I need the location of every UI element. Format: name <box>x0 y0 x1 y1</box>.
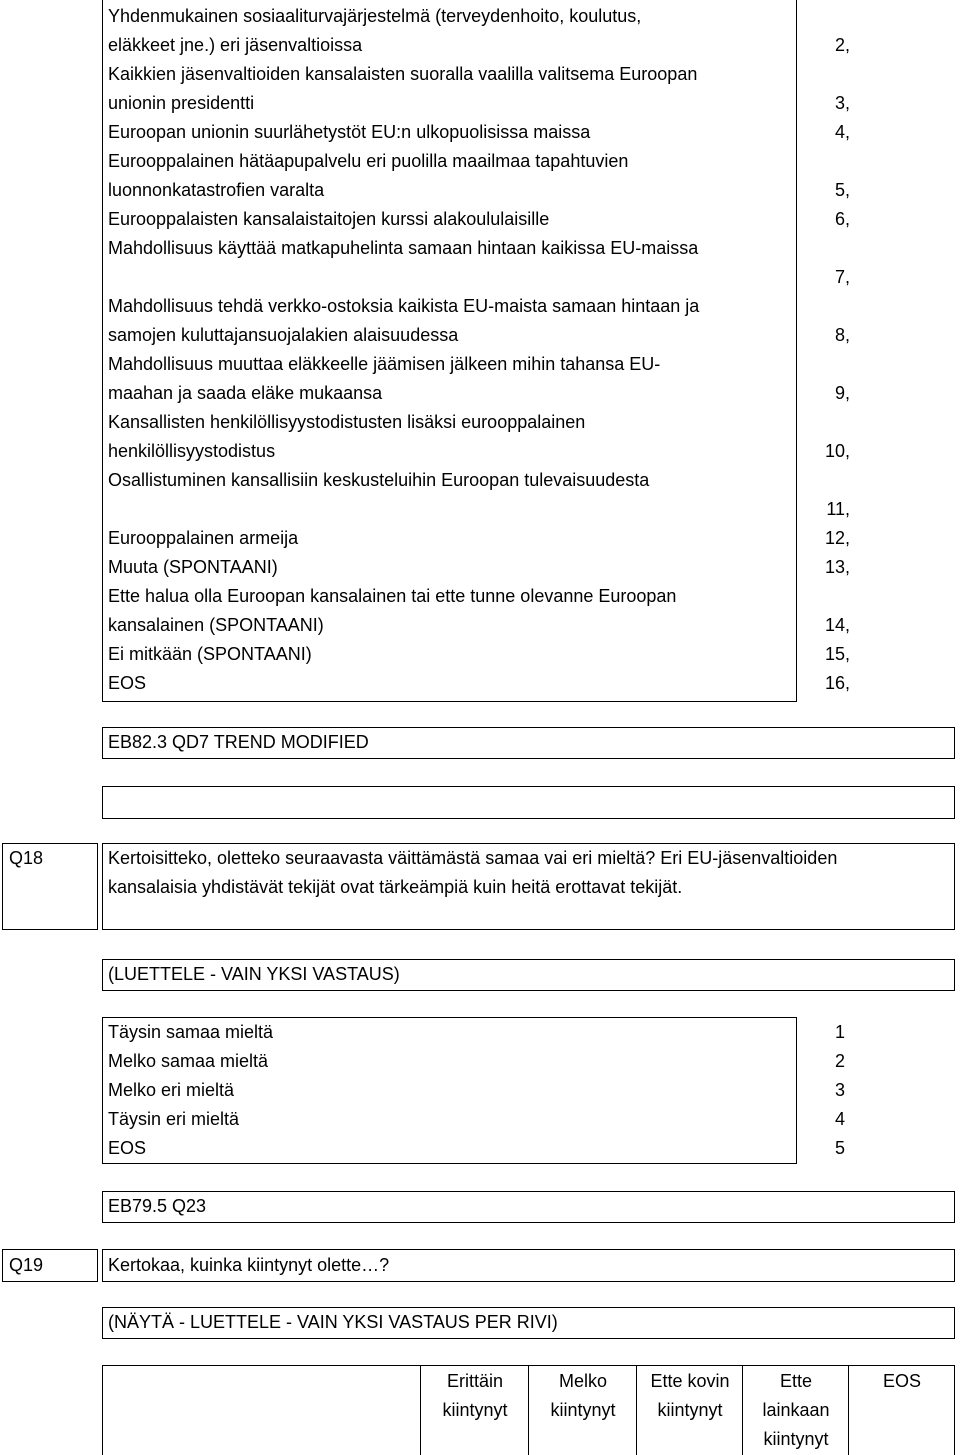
q18-question-line-2: kansalaisia yhdistävät tekijät ovat tärkeämpiä kuin heitä erottavat tekijät. <box>108 877 683 897</box>
list-item-code: 6, <box>834 209 850 229</box>
empty-box <box>102 786 955 819</box>
list-item-text: Kaikkien jäsenvaltioiden kansalaisten suoralla vaalilla valitsema Euroopan <box>108 64 698 84</box>
q19-question: Kertokaa, kuinka kiintynyt olette…? <box>108 1255 390 1275</box>
list-item-code: 2, <box>834 35 850 55</box>
list-item-code: 15, <box>824 644 850 664</box>
source-label-1: EB82.3 QD7 TREND MODIFIED <box>108 732 369 752</box>
list-item-code: 12, <box>824 528 850 548</box>
source-box-2 <box>102 1191 955 1223</box>
source-label-2: EB79.5 Q23 <box>108 1196 207 1216</box>
list-item-text: Euroopan unionin suurlähetystöt EU:n ulkopuolisissa maissa <box>108 122 591 142</box>
list-item-text: Ette halua olla Euroopan kansalainen tai ette tunne olevanne Euroopan <box>108 586 677 606</box>
q18-option-label: Täysin samaa mieltä <box>108 1022 274 1042</box>
list-item-text: Kansallisten henkilöllisyystodistusten lisäksi eurooppalainen <box>108 412 586 432</box>
q18-question-line-1: Kertoisitteko, oletteko seuraavasta väittämästä samaa vai eri mieltä? Eri EU-jäsenvaltioiden <box>108 848 838 868</box>
q18-option-code: 3 <box>834 1080 845 1100</box>
q19-column-header-text: EOS <box>882 1371 921 1391</box>
q19-column-header-text: kiintynyt <box>657 1400 723 1420</box>
list-item-code: 4, <box>834 122 850 142</box>
list-item-text: Eurooppalainen hätäapupalvelu eri puolilla maailmaa tapahtuvien <box>108 151 629 171</box>
q19-column-header-text: kiintynyt <box>763 1429 829 1449</box>
q18-option-code: 1 <box>834 1022 845 1042</box>
list-item-code: 11, <box>826 499 850 519</box>
q19-column-header-text: lainkaan <box>762 1400 830 1420</box>
list-item-code: 14, <box>824 615 850 635</box>
q19-column-header-text: kiintynyt <box>442 1400 508 1420</box>
list-item-text: Eurooppalaisten kansalaistaitojen kurssi alakoululaisille <box>108 209 550 229</box>
q19-column-header-text: kiintynyt <box>550 1400 616 1420</box>
q19-column-header-text: Ette kovin <box>650 1371 730 1391</box>
q18-option-code: 2 <box>834 1051 845 1071</box>
list-item-text: henkilöllisyystodistus <box>108 441 276 461</box>
list-item-text: Mahdollisuus muuttaa eläkkeelle jäämisen jälkeen mihin tahansa EU- <box>108 354 661 374</box>
list-item-text: Yhdenmukainen sosiaaliturvajärjestelmä (terveydenhoito, koulutus, <box>108 6 642 26</box>
list-item-text: eläkkeet jne.) eri jäsenvaltioissa <box>108 35 363 55</box>
list-item-text: Ei mitkään (SPONTAANI) <box>108 644 312 664</box>
list-item-code: 9, <box>834 383 850 403</box>
list-item-text: samojen kuluttajansuojalakien alaisuudessa <box>108 325 459 345</box>
q18-option-code: 5 <box>834 1138 845 1158</box>
list-item-text: Mahdollisuus tehdä verkko-ostoksia kaikista EU-maista samaan hintaan ja <box>108 296 700 316</box>
list-item-text: Eurooppalainen armeija <box>108 528 299 548</box>
q19-label: Q19 <box>9 1255 44 1275</box>
list-item-code: 8, <box>834 325 850 345</box>
list-item-code: 5, <box>834 180 850 200</box>
list-item-text: EOS <box>108 673 147 693</box>
q18-option-label: Melko eri mieltä <box>108 1080 235 1100</box>
list-item-text: maahan ja saada eläke mukaansa <box>108 383 383 403</box>
q19-grid-row-label-cell <box>102 1365 421 1455</box>
q18-option-label: EOS <box>108 1138 147 1158</box>
q18-option-label: Melko samaa mieltä <box>108 1051 269 1071</box>
list-item-text: Mahdollisuus käyttää matkapuhelinta samaan hintaan kaikissa EU-maissa <box>108 238 699 258</box>
list-item-code: 10, <box>824 441 850 461</box>
q19-column-header-text: Ette <box>779 1371 813 1391</box>
list-item-text: Osallistuminen kansallisiin keskusteluihin Euroopan tulevaisuudesta <box>108 470 650 490</box>
list-item-text: Muuta (SPONTAANI) <box>108 557 278 577</box>
q19-column-header-text: Erittäin <box>446 1371 504 1391</box>
q18-option-code: 4 <box>834 1109 845 1129</box>
q19-instruction: (NÄYTÄ - LUETTELE - VAIN YKSI VASTAUS PER RIVI) <box>108 1312 558 1332</box>
list-item-code: 13, <box>824 557 850 577</box>
q18-label: Q18 <box>9 848 44 868</box>
list-item-text: unionin presidentti <box>108 93 255 113</box>
list-item-code: 3, <box>834 93 850 113</box>
list-item-code: 16, <box>824 673 850 693</box>
list-item-code: 7, <box>834 267 850 287</box>
q18-instruction: (LUETTELE - VAIN YKSI VASTAUS) <box>108 964 400 984</box>
list-item-text: kansalainen (SPONTAANI) <box>108 615 324 635</box>
list-item-text: luonnonkatastrofien varalta <box>108 180 325 200</box>
q19-column-header-text: Melko <box>558 1371 607 1391</box>
q18-option-label: Täysin eri mieltä <box>108 1109 240 1129</box>
